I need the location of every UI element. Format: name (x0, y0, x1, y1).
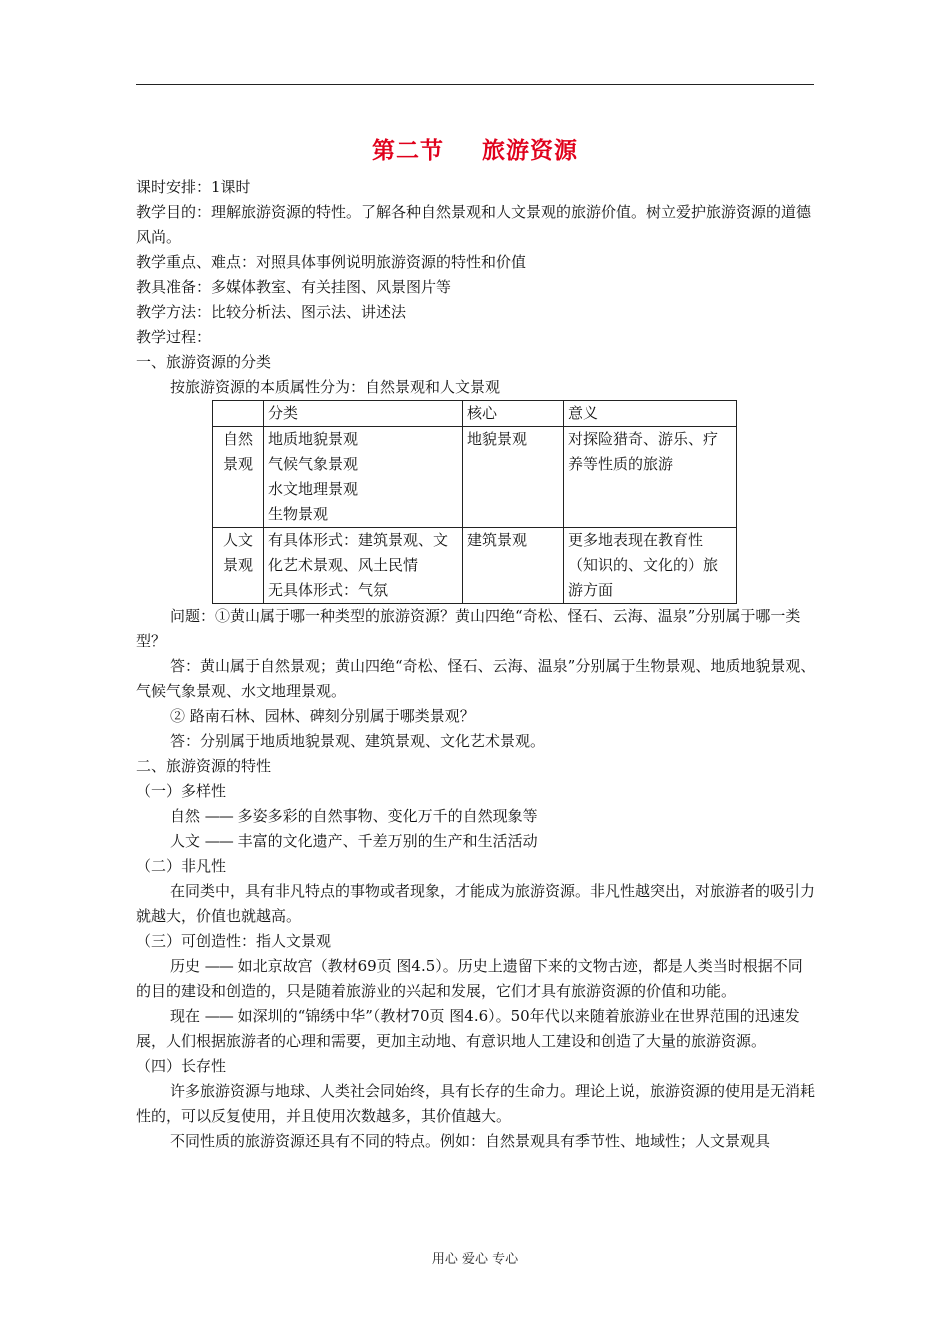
category-item: 地质地貌景观 (268, 430, 359, 448)
category-item: 生物景观 (268, 505, 329, 523)
creatable-now-label: 现在 (170, 1007, 201, 1025)
table-header-cell: 分类 (264, 401, 463, 427)
table-header-row (213, 401, 737, 427)
subsection-longevity-heading: （四）长存性 (136, 1057, 227, 1075)
table-cell-type: 自然景观 (213, 427, 264, 528)
table-row (213, 528, 737, 604)
creatable-now (136, 1004, 816, 1054)
question-1: 问题：①黄山属于哪一种类型的旅游资源？黄山四绝“奇松、怪石、云海、温泉”分别属于哪一类型？ (136, 607, 801, 650)
title-section-number: 第二节 (372, 137, 444, 164)
answer-1: 答：黄山属于自然景观；黄山四绝“奇松、怪石、云海、温泉”分别属于生物景观、地质地貌景观、气候气象景观、水文地理景观。 (136, 657, 816, 700)
section-1-heading: 一、旅游资源的分类 (136, 353, 272, 371)
table-cell-core: 地貌景观 (463, 427, 564, 528)
longevity-text: 许多旅游资源与地球、人类社会同始终，具有长存的生命力。理论上说，旅游资源的使用是无消耗性的，可以反复使用，并且使用次数越多，其价值越大。 (136, 1082, 816, 1125)
diversity-human-label: 人文 (170, 832, 201, 850)
diversity-human-text: 丰富的文化遗产、千差万别的生产和生活活动 (237, 832, 538, 850)
subsection-creatable-heading: （三）可创造性：指人文景观 (136, 932, 332, 950)
table-header-cell (213, 401, 264, 427)
category-item: 气候气象景观 (268, 455, 359, 473)
creatable-history-label: 历史 (170, 957, 201, 975)
table-cell-core: 建筑景观 (463, 528, 564, 604)
subsection-diversity-heading: （一）多样性 (136, 782, 227, 800)
diversity-natural-label: 自然 (170, 807, 201, 825)
table-cell-categories (264, 528, 463, 604)
classification-table (212, 400, 737, 604)
teaching-goal: 教学目的：理解旅游资源的特性。了解各种自然景观和人文景观的旅游价值。树立爱护旅游资源的道德风尚。 (136, 203, 812, 246)
table-row (213, 427, 737, 528)
header-rule (136, 84, 814, 85)
diversity-human (136, 829, 816, 854)
title-topic: 旅游资源 (482, 137, 578, 164)
longevity-text-2: 不同性质的旅游资源还具有不同的特点。例如：自然景观具有季节性、地域性；人文景观具 (170, 1132, 771, 1150)
section-1-lead: 按旅游资源的本质属性分为：自然景观和人文景观 (170, 378, 501, 396)
table-cell-categories (264, 427, 463, 528)
extraordinary-text: 在同类中，具有非凡特点的事物或者现象，才能成为旅游资源。非凡性越突出，对旅游者的吸引力就越大，价值也就越高。 (136, 882, 816, 925)
em-dash: —— (204, 1007, 233, 1025)
creatable-now-text: 如深圳的“锦绣中华”（教材70页 图4.6）。50年代以来随着旅游业在世界范围的迅速发展，人们根据旅游者的心理和需要，更加主动地、有意识地人工建设和创造了大量的旅游资源。 (136, 1007, 800, 1050)
question-2: ② 路南石林、园林、碑刻分别属于哪类景观？ (170, 707, 475, 725)
category-item: 无具体形式：气氛 (268, 581, 389, 599)
em-dash: —— (204, 957, 233, 975)
subsection-extraordinary-heading: （二）非凡性 (136, 857, 227, 875)
section-2-heading: 二、旅游资源的特性 (136, 757, 272, 775)
category-item: 有具体形式：建筑景观、文化艺术景观、风土民情 (268, 531, 449, 574)
table-cell-meaning: 对探险猎奇、游乐、疗养等性质的旅游 (564, 427, 737, 528)
teaching-method: 教学方法：比较分析法、图示法、讲述法 (136, 303, 407, 321)
teaching-focus: 教学重点、难点：对照具体事例说明旅游资源的特性和价值 (136, 253, 527, 271)
page-footer: 用心 爱心 专心 (431, 1252, 519, 1267)
table-header-cell: 意义 (564, 401, 737, 427)
page-title (136, 132, 814, 165)
em-dash: —— (204, 832, 233, 850)
category-item: 水文地理景观 (268, 480, 359, 498)
em-dash: —— (204, 807, 233, 825)
lesson-hours: 课时安排：1课时 (136, 178, 251, 196)
table-cell-meaning: 更多地表现在教育性（知识的、文化的）旅游方面 (564, 528, 737, 604)
teaching-process: 教学过程： (136, 328, 212, 346)
creatable-history-text: 如北京故宫（教材69页 图4.5）。历史上遗留下来的文物古迹，都是人类当时根据不同的目的建设和创造的，只是随着旅游业的兴起和发展，它们才具有旅游资源的价值和功能。 (136, 957, 803, 1000)
diversity-natural (136, 804, 816, 829)
teaching-tools: 教具准备：多媒体教室、有关挂图、风景图片等 (136, 278, 452, 296)
diversity-natural-text: 多姿多彩的自然事物、变化万千的自然现象等 (237, 807, 538, 825)
table-header-cell: 核心 (463, 401, 564, 427)
creatable-history (136, 954, 816, 1004)
answer-2: 答：分别属于地质地貌景观、建筑景观、文化艺术景观。 (170, 732, 546, 750)
document-body (136, 175, 816, 1154)
table-cell-type: 人文景观 (213, 528, 264, 604)
